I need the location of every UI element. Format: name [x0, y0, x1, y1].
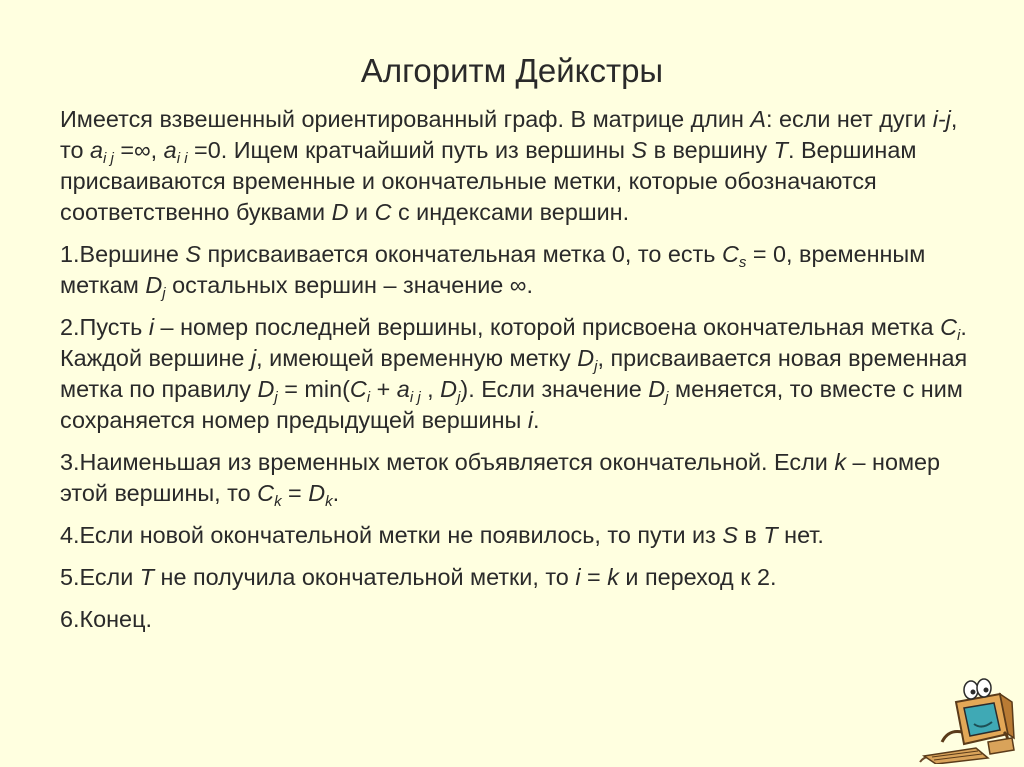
text: Имеется взвешенный ориентированный граф. В матрице длин [60, 106, 751, 132]
math-var: S [185, 241, 201, 267]
slide-title: Алгоритм Дейкстры [360, 52, 664, 89]
text: , присваивается новая временная метка по правилу [60, 345, 968, 402]
text: = 0, временным меткам [60, 241, 926, 298]
text: остальных вершин – значение ∞. [165, 272, 533, 298]
math-subscript: j [665, 389, 669, 406]
math-var: D [648, 376, 666, 402]
text: ). Если значение [460, 376, 649, 402]
text: , то [60, 106, 958, 163]
math-var: D [308, 480, 326, 506]
math-var: D [440, 376, 458, 402]
text: с индексами вершин. [391, 199, 630, 225]
text: =∞, [113, 137, 164, 163]
text: . Вершинам присваиваются временные и окончательные метки, которые обозначаются соответственно буквами [60, 137, 917, 225]
text: , [420, 376, 441, 402]
text: 5.Если [60, 564, 140, 590]
text: 4.Если новой окончательной метки не появилось, то пути из [60, 522, 723, 548]
text: . [332, 480, 340, 506]
math-var: T [763, 522, 778, 548]
math-var: j [250, 345, 257, 371]
text: = min( [277, 376, 350, 402]
math-var: C [721, 241, 739, 267]
math-subscript: j [274, 389, 278, 406]
math-var: C [374, 199, 392, 225]
math-var: C [940, 314, 957, 340]
math-var: D [145, 272, 163, 298]
step-2 [60, 312, 980, 436]
text: 2.Пусть [60, 314, 149, 340]
math-var: a [396, 376, 410, 402]
math-var: S [631, 137, 648, 163]
step-6 [60, 604, 980, 635]
math-var: D [577, 345, 595, 371]
text: 1.Вершине [60, 241, 186, 267]
math-subscript: s [738, 254, 747, 271]
step-5 [60, 562, 980, 593]
text: присваивается окончательная метка 0, то есть [201, 241, 722, 267]
step-3 [60, 447, 980, 509]
math-subscript: i [366, 389, 371, 406]
math-var: i [527, 407, 534, 433]
text: + [370, 376, 397, 402]
math-var: i-j [932, 106, 951, 132]
text: : если нет дуги [765, 106, 933, 132]
math-subscript: i [956, 327, 961, 344]
math-subscript: i i [176, 150, 188, 167]
math-var: C [257, 480, 275, 506]
step-1 [60, 239, 980, 301]
math-var: k [607, 564, 619, 590]
math-var: T [773, 137, 788, 163]
math-subscript: i j [409, 389, 421, 406]
math-var: i [148, 314, 155, 340]
text: . [533, 407, 540, 433]
intro-paragraph [60, 104, 980, 228]
text: . Каждой вершине [60, 314, 967, 371]
math-var: a [163, 137, 177, 163]
text: не получила окончательной метки, то [154, 564, 576, 590]
math-var: S [722, 522, 738, 548]
text: и переход к 2. [618, 564, 777, 590]
text: в вершину [647, 137, 774, 163]
math-var: C [349, 376, 367, 402]
math-var: A [750, 106, 766, 132]
text: – номер этой вершины, то [60, 449, 941, 506]
text: , имеющей временную метку [256, 345, 578, 371]
math-subscript: k [274, 493, 282, 510]
math-var: k [834, 449, 847, 475]
slide-body [60, 104, 980, 635]
math-subscript: k [325, 493, 333, 510]
math-var: i [575, 564, 581, 590]
math-var: T [139, 564, 155, 590]
text: 3.Наименьшая из временных меток объявляется окончательной. Если [60, 449, 835, 475]
step-4 [60, 520, 980, 551]
math-subscript: j [162, 285, 166, 302]
math-subscript: i j [102, 150, 114, 167]
text: = [281, 480, 309, 506]
math-subscript: j [594, 358, 598, 375]
computer-mascot-icon [916, 672, 1016, 764]
text: =0. Ищем кратчайший путь из вершины [187, 137, 632, 163]
text: в [737, 522, 764, 548]
math-subscript: j [457, 389, 461, 406]
text: и [348, 199, 375, 225]
text: меняется, то вместе с ним сохраняется номер предыдущей вершины [60, 376, 963, 433]
text: = [580, 564, 608, 590]
text: 6.Конец. [60, 606, 152, 632]
text: нет. [777, 522, 824, 548]
math-var: D [331, 199, 349, 225]
text: – номер последней вершины, которой присвоена окончательная метка [154, 314, 941, 340]
math-var: D [257, 376, 275, 402]
math-var: a [89, 137, 103, 163]
